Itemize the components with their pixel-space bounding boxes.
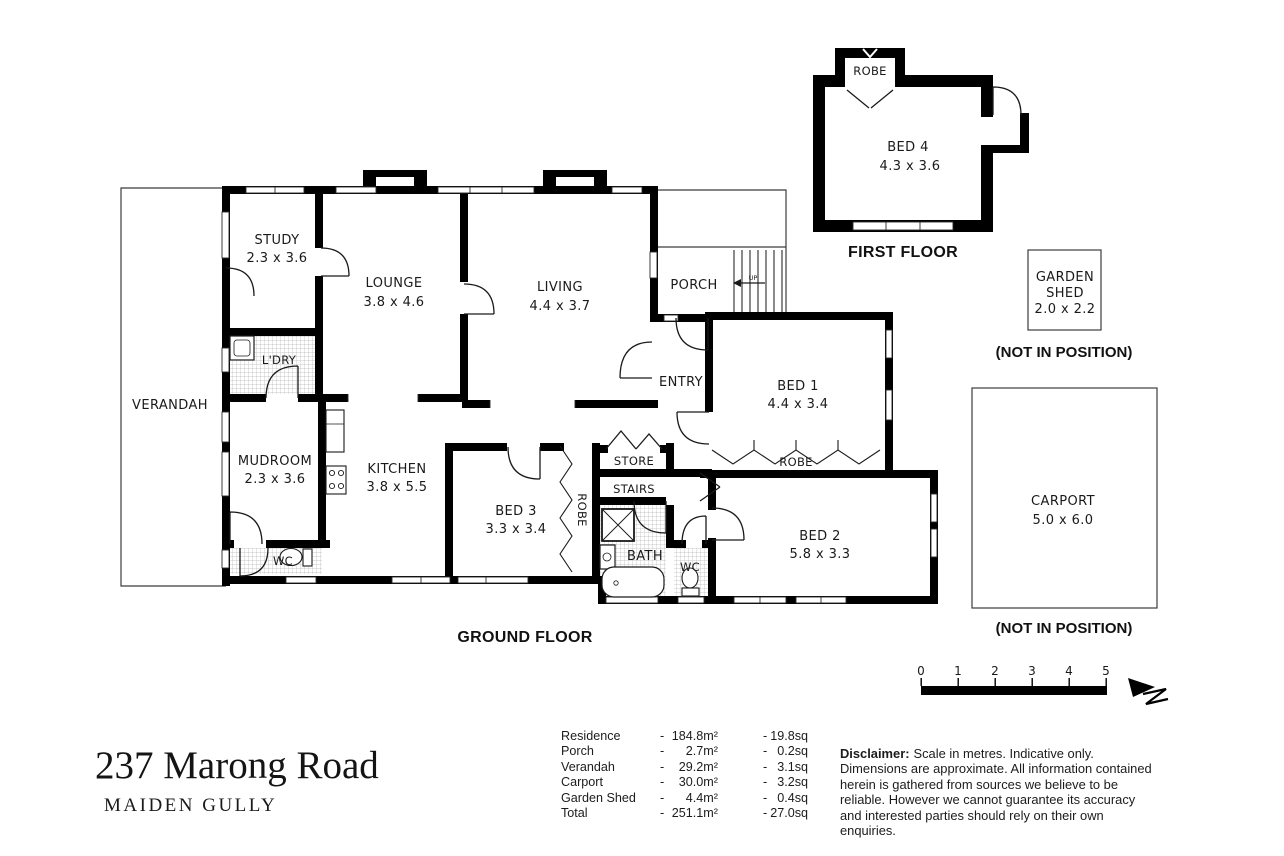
area-row-residence	[561, 729, 821, 744]
north-arrow-icon	[1128, 678, 1168, 704]
area-m2: 184.8m²	[671, 729, 718, 743]
room-dims-kitchen: 3.8 x 5.5	[366, 480, 428, 495]
area-name: Garden Shed	[561, 790, 636, 805]
area-row-carport	[561, 775, 821, 790]
room-dims-mudroom: 2.3 x 3.6	[244, 472, 306, 487]
area-row-verandah	[561, 760, 821, 775]
dash: -	[660, 790, 665, 805]
area-sq: 19.8sq	[770, 729, 808, 743]
disclaimer	[840, 746, 1160, 838]
garden-shed-dims: 2.0 x 2.2	[1034, 302, 1096, 317]
room-label-robe4: ROBE	[853, 64, 887, 78]
area-sq: 27.0sq	[770, 806, 808, 821]
disclaimer-text: Scale in metres. Indicative only. Dimensions are approximate. All information contained herein is gathered from sources we believe to be reliable. However we cannot guarantee its accuracy and interested parties should rely on their own enquiries.	[840, 746, 1152, 839]
room-dims-carport: 5.0 x 6.0	[1032, 513, 1094, 528]
room-dims-living: 4.4 x 3.7	[529, 299, 591, 314]
room-label-living: LIVING	[536, 280, 584, 295]
scale-tick-1: 1	[954, 664, 962, 678]
area-name: Carport	[561, 775, 603, 790]
area-sq: 0.4sq	[777, 790, 808, 805]
room-label-kitchen: KITCHEN	[367, 462, 427, 477]
store-bifold-door	[606, 431, 662, 449]
scale-tick-0: 0	[917, 664, 925, 678]
room-dims-bed4: 4.3 x 3.6	[879, 159, 941, 174]
room-dims-lounge: 3.8 x 4.6	[363, 295, 425, 310]
dash: -	[660, 775, 665, 790]
room-label-wc-left: WC	[272, 554, 294, 568]
room-dims-study: 2.3 x 3.6	[246, 251, 308, 266]
dash: -	[763, 775, 768, 790]
scale-tick-5: 5	[1102, 664, 1110, 678]
area-table	[561, 729, 821, 822]
disclaimer-label: Disclaimer:	[840, 746, 910, 761]
room-label-study: STUDY	[254, 233, 300, 248]
room-label-bed2: BED 2	[799, 529, 841, 544]
area-name: Verandah	[561, 759, 615, 774]
bathroom-sink-icon	[600, 545, 615, 569]
scale-tick-3: 3	[1028, 664, 1036, 678]
dash: -	[660, 729, 665, 743]
room-label-stairs: STAIRS	[613, 482, 655, 496]
dash: -	[660, 744, 665, 759]
not-in-position-carport: (NOT IN POSITION)	[995, 620, 1133, 637]
ground-floor-label: GROUND FLOOR	[457, 629, 593, 646]
room-label-porch: PORCH	[670, 278, 718, 293]
up-label: UP	[748, 274, 758, 282]
room-label-lounge: LOUNGE	[365, 276, 423, 291]
room-label-bed1: BED 1	[777, 379, 819, 394]
area-m2: 2.7m²	[685, 744, 718, 759]
dash: -	[763, 744, 768, 759]
shower-icon	[602, 509, 634, 541]
area-sq: 3.1sq	[777, 759, 808, 774]
dash: -	[763, 790, 768, 805]
room-label-carport: CARPORT	[1031, 494, 1095, 509]
fridge-icon	[326, 410, 344, 452]
stove-icon	[326, 466, 346, 494]
area-name: Residence	[561, 729, 621, 743]
garden-shed-label-1: GARDEN	[1035, 270, 1095, 285]
room-label-wc-center: WC	[679, 560, 701, 574]
area-m2: 251.1m²	[671, 806, 718, 821]
address-block	[95, 743, 379, 817]
area-m2: 4.4m²	[685, 790, 718, 805]
scale-tick-2: 2	[991, 664, 999, 678]
dash: -	[660, 759, 665, 774]
room-label-verandah: VERANDAH	[132, 398, 208, 413]
chimney-slots	[376, 177, 594, 186]
room-dims-bed1: 4.4 x 3.4	[767, 397, 829, 412]
area-sq: 3.2sq	[777, 775, 808, 790]
verandah-outline	[121, 188, 226, 586]
not-in-position-shed: (NOT IN POSITION)	[995, 344, 1133, 361]
robe4-doors	[847, 90, 893, 108]
room-dims-bed2: 5.8 x 3.3	[789, 547, 851, 562]
property-suburb: MAIDEN GULLY	[104, 795, 278, 816]
room-label-bed3: BED 3	[495, 504, 537, 519]
area-row-garden-shed	[561, 791, 821, 806]
scale-bar	[917, 664, 1110, 695]
area-m2: 30.0m²	[678, 775, 718, 790]
property-address: 237 Marong Road	[95, 744, 379, 787]
room-label-ldry: L'DRY	[261, 353, 297, 367]
room-label-bed4: BED 4	[887, 140, 929, 155]
laundry-sink-icon	[230, 336, 254, 360]
room-label-entry: ENTRY	[658, 375, 704, 390]
dash: -	[763, 806, 768, 821]
room-label-mudroom: MUDROOM	[237, 454, 313, 469]
room-label-store: STORE	[613, 454, 655, 468]
dash: -	[660, 806, 665, 821]
room-label-robe1: ROBE	[779, 455, 813, 469]
garden-shed-label-2: SHED	[1046, 286, 1084, 301]
area-name: Porch	[561, 744, 594, 759]
dash: -	[763, 759, 768, 774]
bathtub-icon	[602, 567, 664, 597]
area-m2: 29.2m²	[678, 759, 718, 774]
up-arrow	[733, 274, 765, 287]
porch-outline	[658, 190, 786, 313]
porch-steps	[734, 250, 782, 313]
dash: -	[763, 729, 768, 743]
room-label-bath: BATH	[626, 549, 664, 564]
first-floor-label: FIRST FLOOR	[848, 244, 958, 261]
room-label-robe3: ROBE	[575, 493, 589, 527]
area-row-porch	[561, 744, 821, 759]
area-sq: 0.2sq	[777, 744, 808, 759]
area-name: Total	[561, 806, 588, 821]
area-row-total	[561, 806, 821, 821]
room-dims-bed3: 3.3 x 3.4	[485, 522, 547, 537]
scale-tick-4: 4	[1065, 664, 1073, 678]
